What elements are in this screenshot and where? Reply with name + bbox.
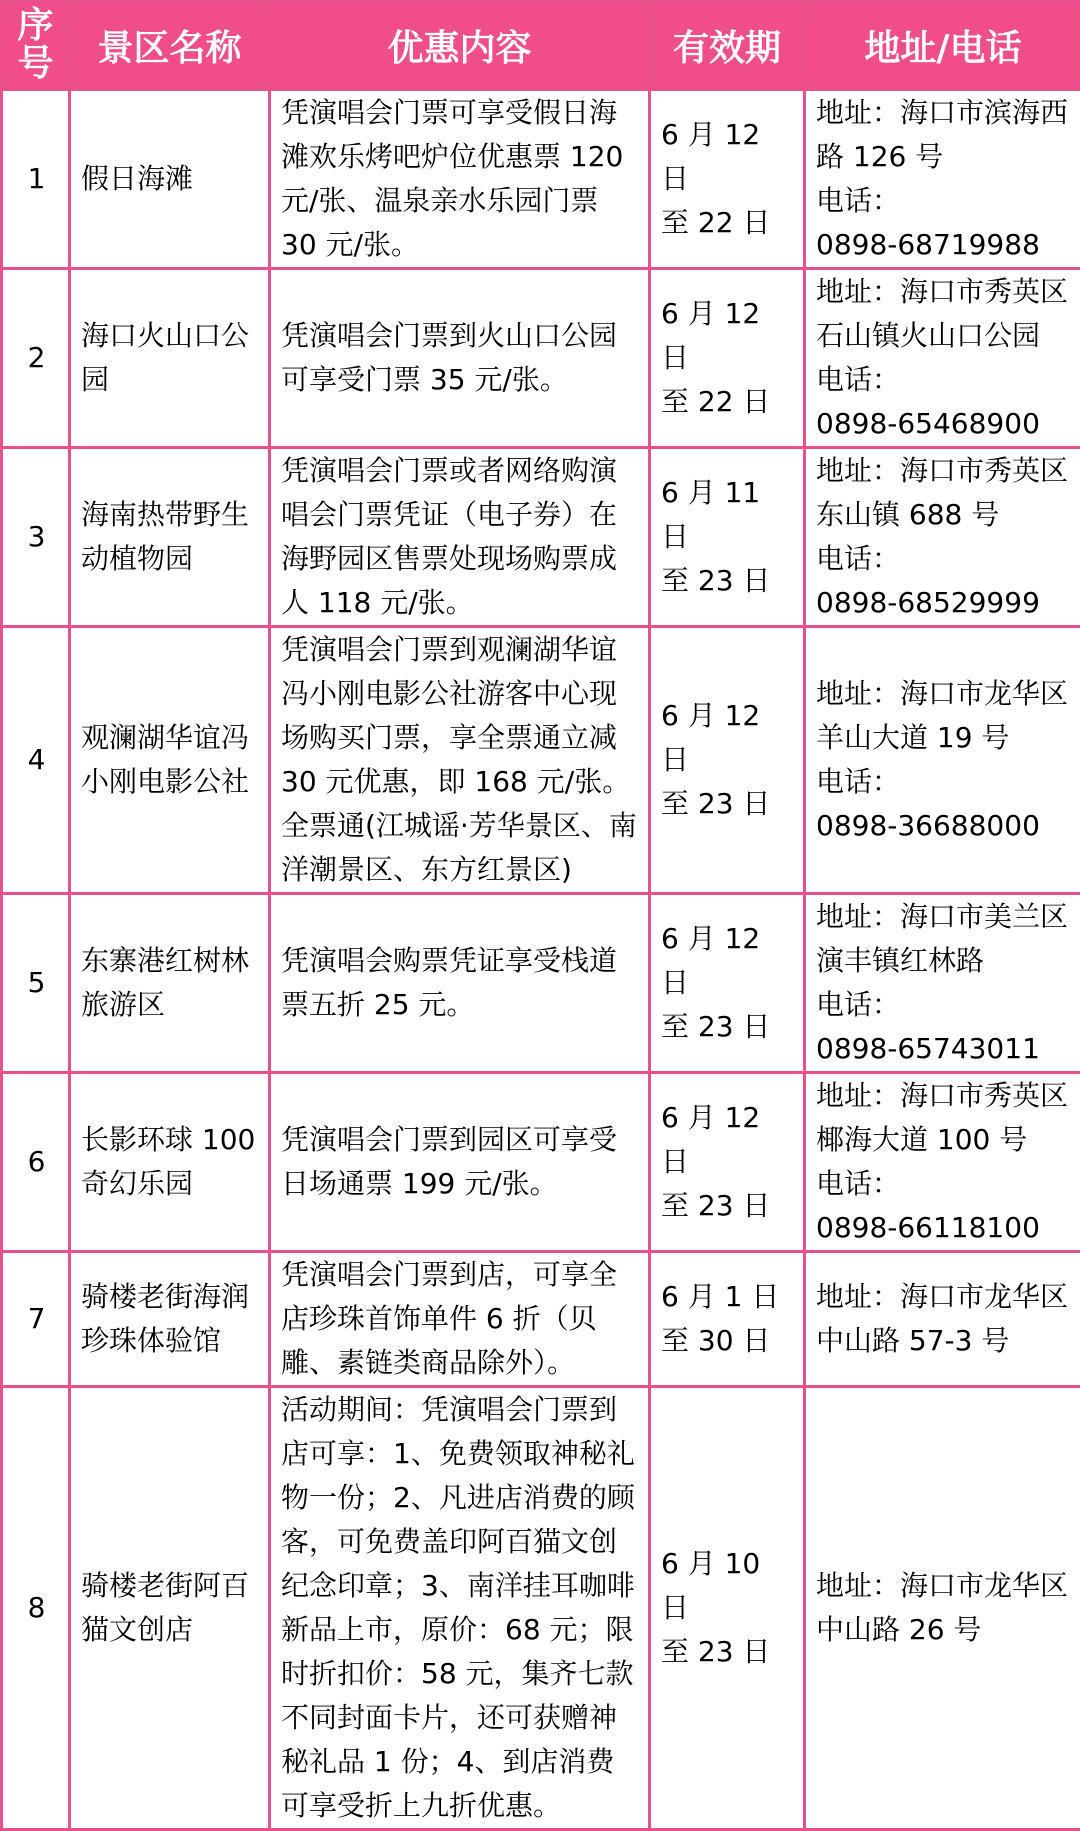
address-text: 地址：海口市龙华区中山路 26 号 (816, 1564, 1072, 1652)
validity-start: 6 月 1 日 (661, 1275, 795, 1319)
row-number: 1 (2, 90, 70, 269)
validity-start: 6 月 12 日 (661, 113, 795, 201)
phone-number: 0898-68529999 (816, 581, 1072, 625)
phone-label: 电话： (816, 179, 1072, 223)
validity-end: 至 23 日 (661, 559, 795, 603)
validity-start: 6 月 12 日 (661, 292, 795, 380)
scenic-name: 骑楼老街阿百猫文创店 (70, 1387, 270, 1830)
header-serial-number (2, 2, 70, 90)
header-serial-line1: 序 (17, 7, 53, 45)
address-text: 地址：海口市秀英区东山镇 688 号 (816, 449, 1072, 537)
validity (650, 1387, 805, 1830)
header-address-phone: 地址/电话 (805, 2, 1080, 90)
table-row (2, 1073, 1080, 1252)
validity (650, 448, 805, 627)
offer-text: 活动期间：凭演唱会门票到店可享：1、免费领取神秘礼物一份；2、凡进店消费的顾客，可免费盖印阿百猫文创纪念印章；3、南洋挂耳咖啡新品上市，原价：68 元；限时折扣价：58 元，集齐七款不同封面卡片，还可获赠神秘礼品 1 份；4、到店消费可享受折上九折优惠。 (270, 1387, 650, 1830)
validity (650, 1073, 805, 1252)
offer-text: 凭演唱会门票到店，可享全店珍珠首饰单件 6 折（贝雕、素链类商品除外）。 (270, 1252, 650, 1387)
validity-end: 至 22 日 (661, 380, 795, 424)
scenic-name: 假日海滩 (70, 90, 270, 269)
phone-number: 0898-36688000 (816, 804, 1072, 848)
offer-text: 凭演唱会门票或者网络购演唱会门票凭证（电子券）在海野园区售票处现场购票成人 118 元/张。 (270, 448, 650, 627)
validity (650, 1252, 805, 1387)
phone-number: 0898-66118100 (816, 1206, 1072, 1250)
phone-number: 0898-68719988 (816, 223, 1072, 267)
row-number: 2 (2, 269, 70, 448)
phone-label: 电话： (816, 358, 1072, 402)
offer-text: 凭演唱会门票到园区可享受日场通票 199 元/张。 (270, 1073, 650, 1252)
validity (650, 627, 805, 894)
scenic-name: 长影环球 100 奇幻乐园 (70, 1073, 270, 1252)
phone-number: 0898-65468900 (816, 402, 1072, 446)
address-text: 地址：海口市滨海西路 126 号 (816, 91, 1072, 179)
address-phone (805, 269, 1080, 448)
phone-label: 电话： (816, 1162, 1072, 1206)
validity-end: 至 23 日 (661, 1630, 795, 1674)
address-phone (805, 627, 1080, 894)
validity (650, 90, 805, 269)
validity-end: 至 23 日 (661, 1184, 795, 1228)
row-number: 3 (2, 448, 70, 627)
scenic-name: 海南热带野生动植物园 (70, 448, 270, 627)
phone-number: 0898-65743011 (816, 1027, 1072, 1071)
row-number: 6 (2, 1073, 70, 1252)
validity-end: 至 22 日 (661, 201, 795, 245)
address-text: 地址：海口市美兰区演丰镇红林路 (816, 895, 1072, 983)
row-number: 4 (2, 627, 70, 894)
scenic-name: 海口火山口公园 (70, 269, 270, 448)
validity (650, 269, 805, 448)
row-number: 8 (2, 1387, 70, 1830)
validity-end: 至 23 日 (661, 1005, 795, 1049)
offer-text: 凭演唱会门票可享受假日海滩欢乐烤吧炉位优惠票 120 元/张、温泉亲水乐园门票 30 元/张。 (270, 90, 650, 269)
phone-label: 电话： (816, 537, 1072, 581)
scenic-name: 东寨港红树林旅游区 (70, 894, 270, 1073)
address-phone (805, 1252, 1080, 1387)
offer-text: 凭演唱会门票到火山口公园可享受门票 35 元/张。 (270, 269, 650, 448)
phone-label: 电话： (816, 760, 1072, 804)
validity-start: 6 月 12 日 (661, 1096, 795, 1184)
validity (650, 894, 805, 1073)
address-text: 地址：海口市秀英区椰海大道 100 号 (816, 1074, 1072, 1162)
scenic-name: 骑楼老街海润珍珠体验馆 (70, 1252, 270, 1387)
address-phone (805, 1073, 1080, 1252)
validity-start: 6 月 12 日 (661, 917, 795, 1005)
address-text: 地址：海口市秀英区石山镇火山口公园 (816, 270, 1072, 358)
address-text: 地址：海口市龙华区羊山大道 19 号 (816, 672, 1072, 760)
validity-end: 至 23 日 (661, 782, 795, 826)
offer-text: 凭演唱会门票到观澜湖华谊冯小刚电影公社游客中心现场购买门票，享全票通立减 30 元优惠，即 168 元/张。全票通(江城谣·芳华景区、南洋潮景区、东方红景区) (270, 627, 650, 894)
validity-start: 6 月 10 日 (661, 1542, 795, 1630)
header-offer: 优惠内容 (270, 2, 650, 90)
header-serial-line2: 号 (17, 45, 53, 83)
address-phone (805, 1387, 1080, 1830)
row-number: 5 (2, 894, 70, 1073)
phone-label: 电话： (816, 983, 1072, 1027)
table-row (2, 269, 1080, 448)
validity-end: 至 30 日 (661, 1319, 795, 1363)
table-row (2, 1387, 1080, 1830)
header-scenic-name: 景区名称 (70, 2, 270, 90)
address-phone (805, 894, 1080, 1073)
table-row (2, 448, 1080, 627)
table-row (2, 894, 1080, 1073)
header-validity: 有效期 (650, 2, 805, 90)
offer-text: 凭演唱会购票凭证享受栈道票五折 25 元。 (270, 894, 650, 1073)
address-phone (805, 448, 1080, 627)
table-row (2, 90, 1080, 269)
table-row (2, 627, 1080, 894)
address-text: 地址：海口市龙华区中山路 57-3 号 (816, 1275, 1072, 1363)
table-row (2, 1252, 1080, 1387)
table-header-row (2, 2, 1080, 90)
validity-start: 6 月 12 日 (661, 694, 795, 782)
scenic-name: 观澜湖华谊冯小刚电影公社 (70, 627, 270, 894)
address-phone (805, 90, 1080, 269)
validity-start: 6 月 11 日 (661, 471, 795, 559)
row-number: 7 (2, 1252, 70, 1387)
